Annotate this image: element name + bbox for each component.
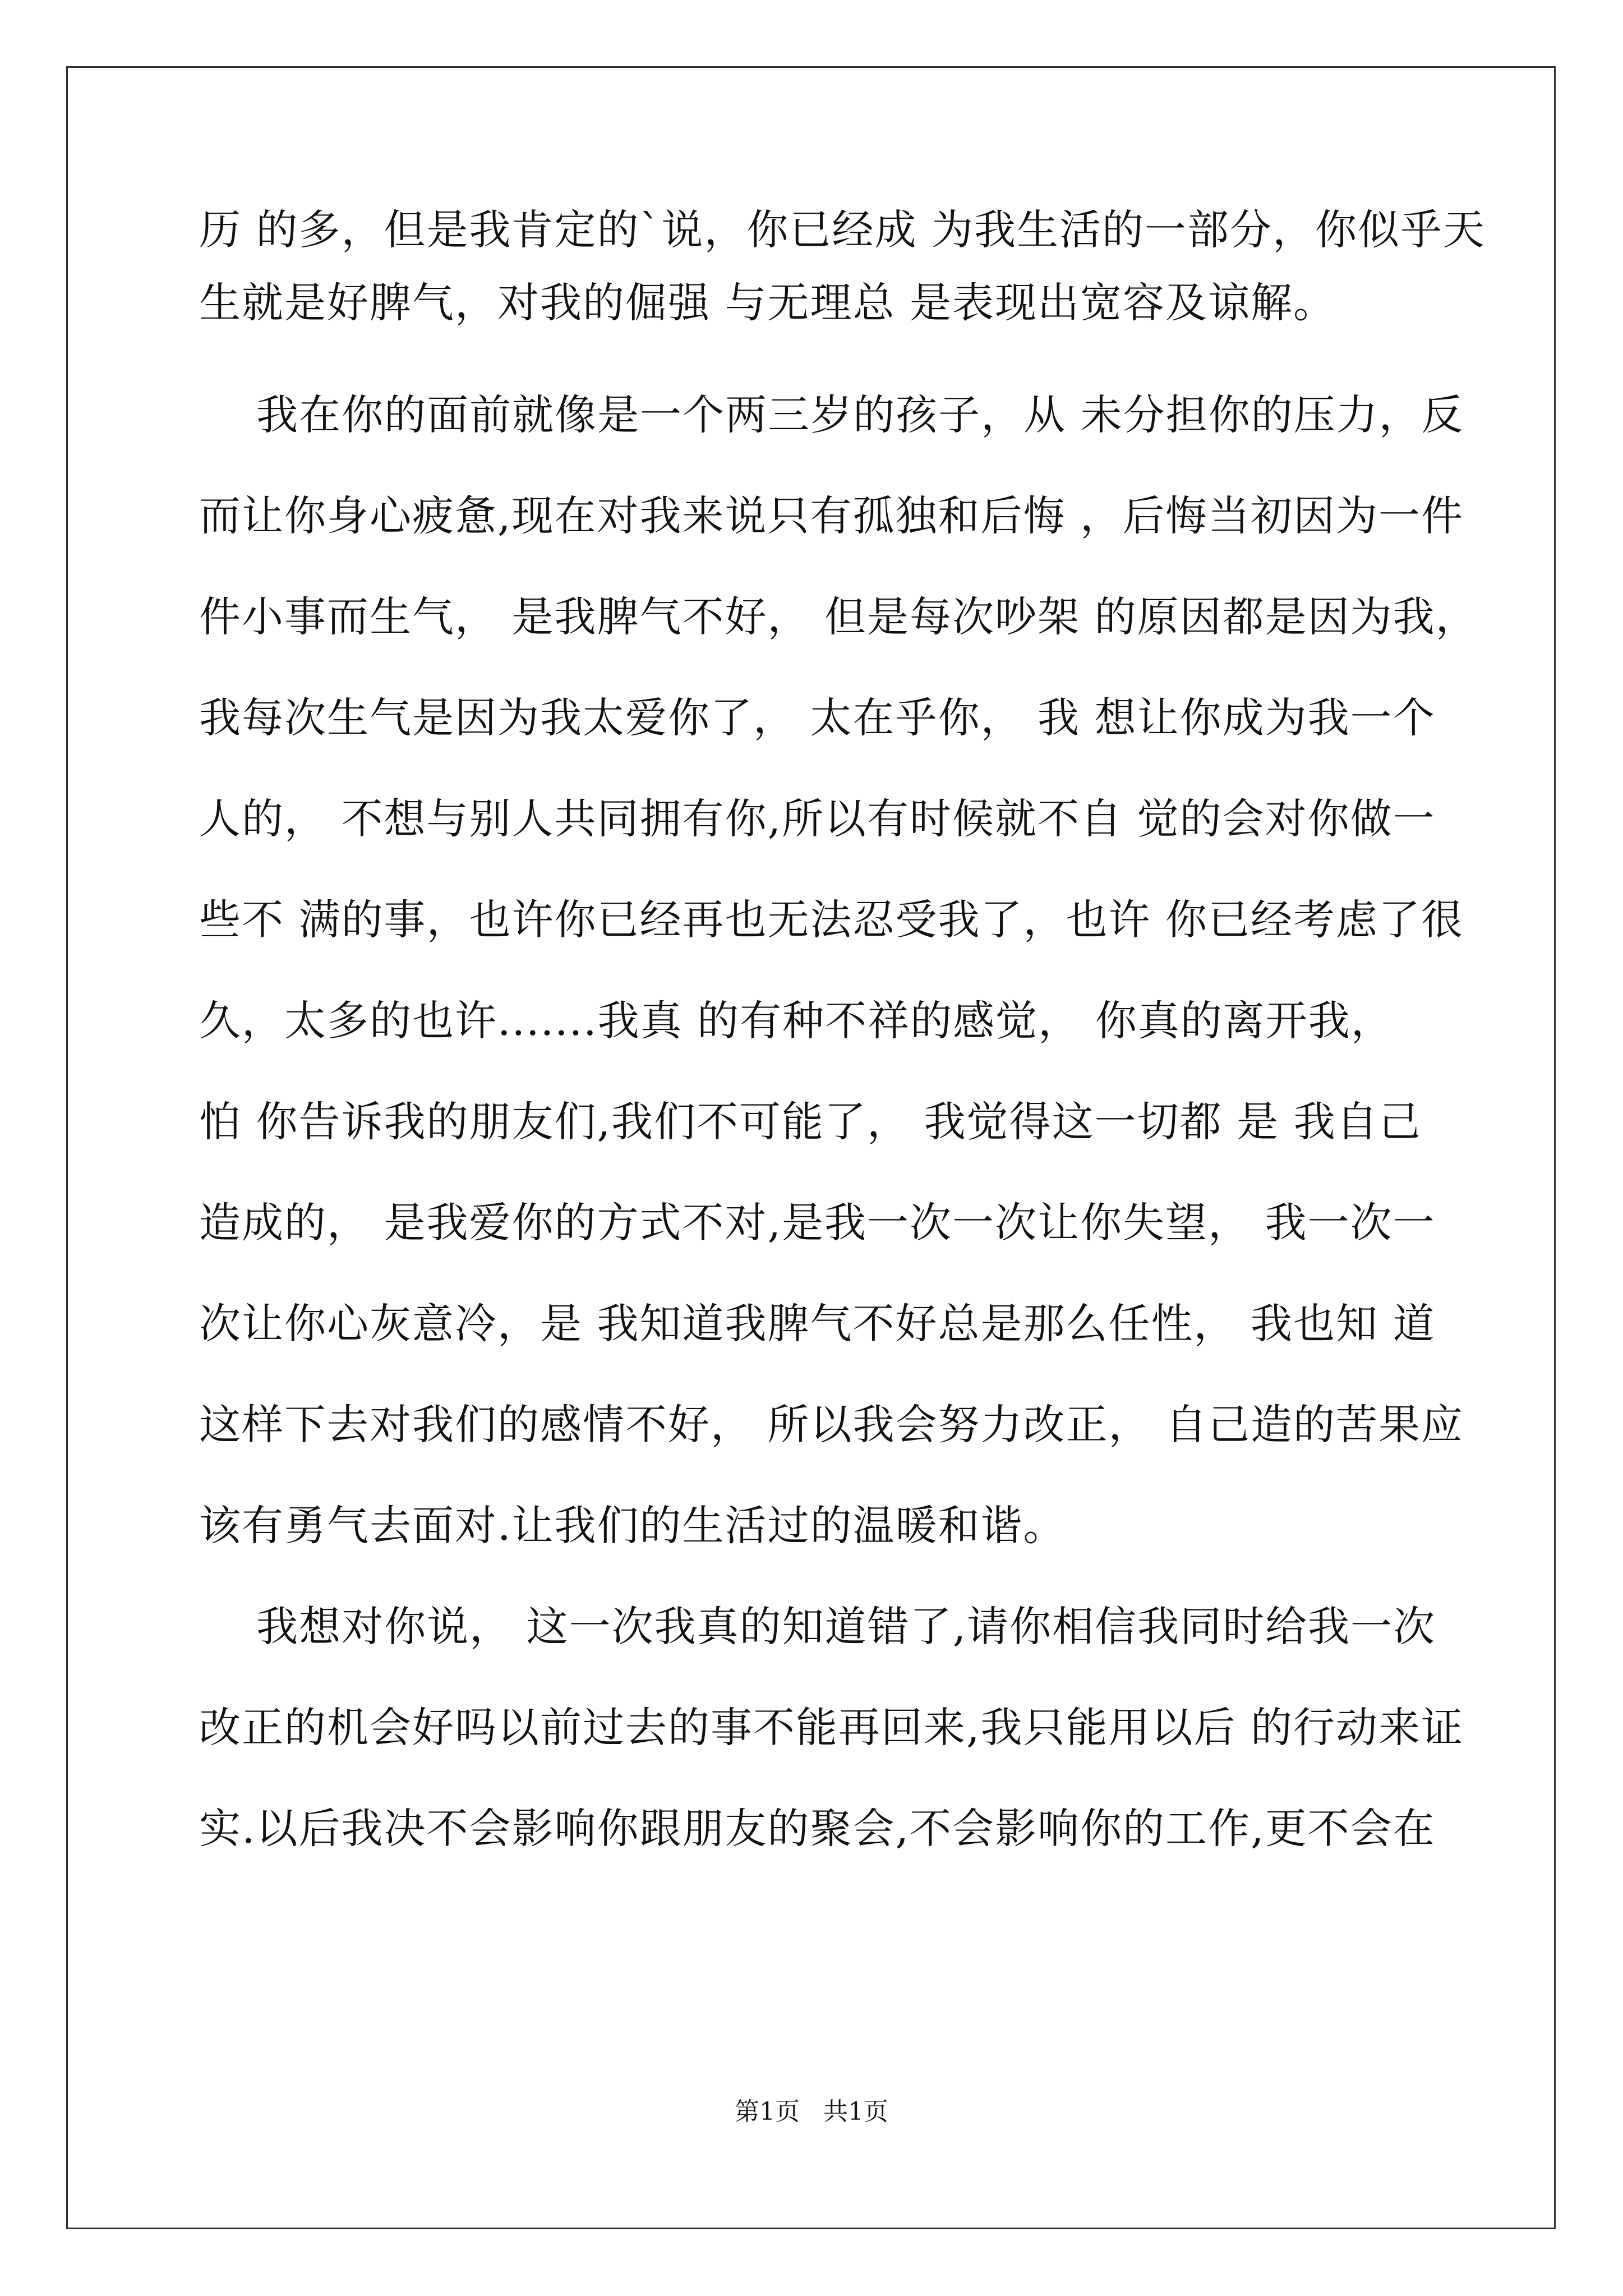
- text-line-11: 造成的， 是我爱你的方式不对,是我一次一次让你失望， 我一次一: [199, 1199, 1436, 1247]
- text-line-3: 我在你的面前就像是一个两三岁的孩子，从 未分担你的压力，反: [199, 391, 1464, 439]
- text-line-5: 件小事而生气， 是我脾气不好， 但是每次吵架 的原因都是因为我，: [199, 593, 1478, 641]
- text-line-17: 实.以后我决不会影响你跟朋友的聚会,不会影响你的工作,更不会在: [199, 1805, 1436, 1853]
- text-line-14: 该有勇气去面对.让我们的生活过的温暖和谐。: [199, 1502, 1066, 1550]
- text-line-1: 历 的多，但是我肯定的`说，你已经成 为我生活的一部分，你似乎天: [199, 206, 1486, 254]
- text-line-7: 人的， 不想与别人共同拥有你,所以有时候就不自 觉的会对你做一: [199, 795, 1436, 843]
- text-line-9: 久，太多的也许.......我真 的有种不祥的感觉， 你真的离开我，: [199, 997, 1394, 1045]
- text-line-12: 次让你心灰意冷，是 我知道我脾气不好总是那么任性， 我也知 道: [199, 1300, 1436, 1348]
- text-line-13: 这样下去对我们的感情不好， 所以我会努力改正， 自己造的苦果应: [199, 1401, 1464, 1449]
- text-line-8: 些不 满的事，也许你已经再也无法忍受我了，也许 你已经考虑了很: [199, 896, 1464, 944]
- text-line-6: 我每次生气是因为我太爱你了， 太在乎你， 我 想让你成为我一个: [199, 694, 1436, 742]
- text-line-10: 怕 你告诉我的朋友们,我们不可能了， 我觉得这一切都 是 我自己: [199, 1098, 1422, 1146]
- text-line-2: 生就是好脾气，对我的倔强 与无理总 是表现出宽容及谅解。: [199, 279, 1336, 327]
- text-line-15: 我想对你说， 这一次我真的知道错了,请你相信我同时给我一次: [199, 1603, 1436, 1651]
- text-line-16: 改正的机会好吗以前过去的事不能再回来,我只能用以后 的行动来证: [199, 1704, 1464, 1752]
- text-line-4: 而让你身心疲惫,现在对我来说只有孤独和后悔 ，后悔当初因为一件: [199, 492, 1464, 540]
- page-number-footer: 第1页 共1页: [735, 2097, 888, 2126]
